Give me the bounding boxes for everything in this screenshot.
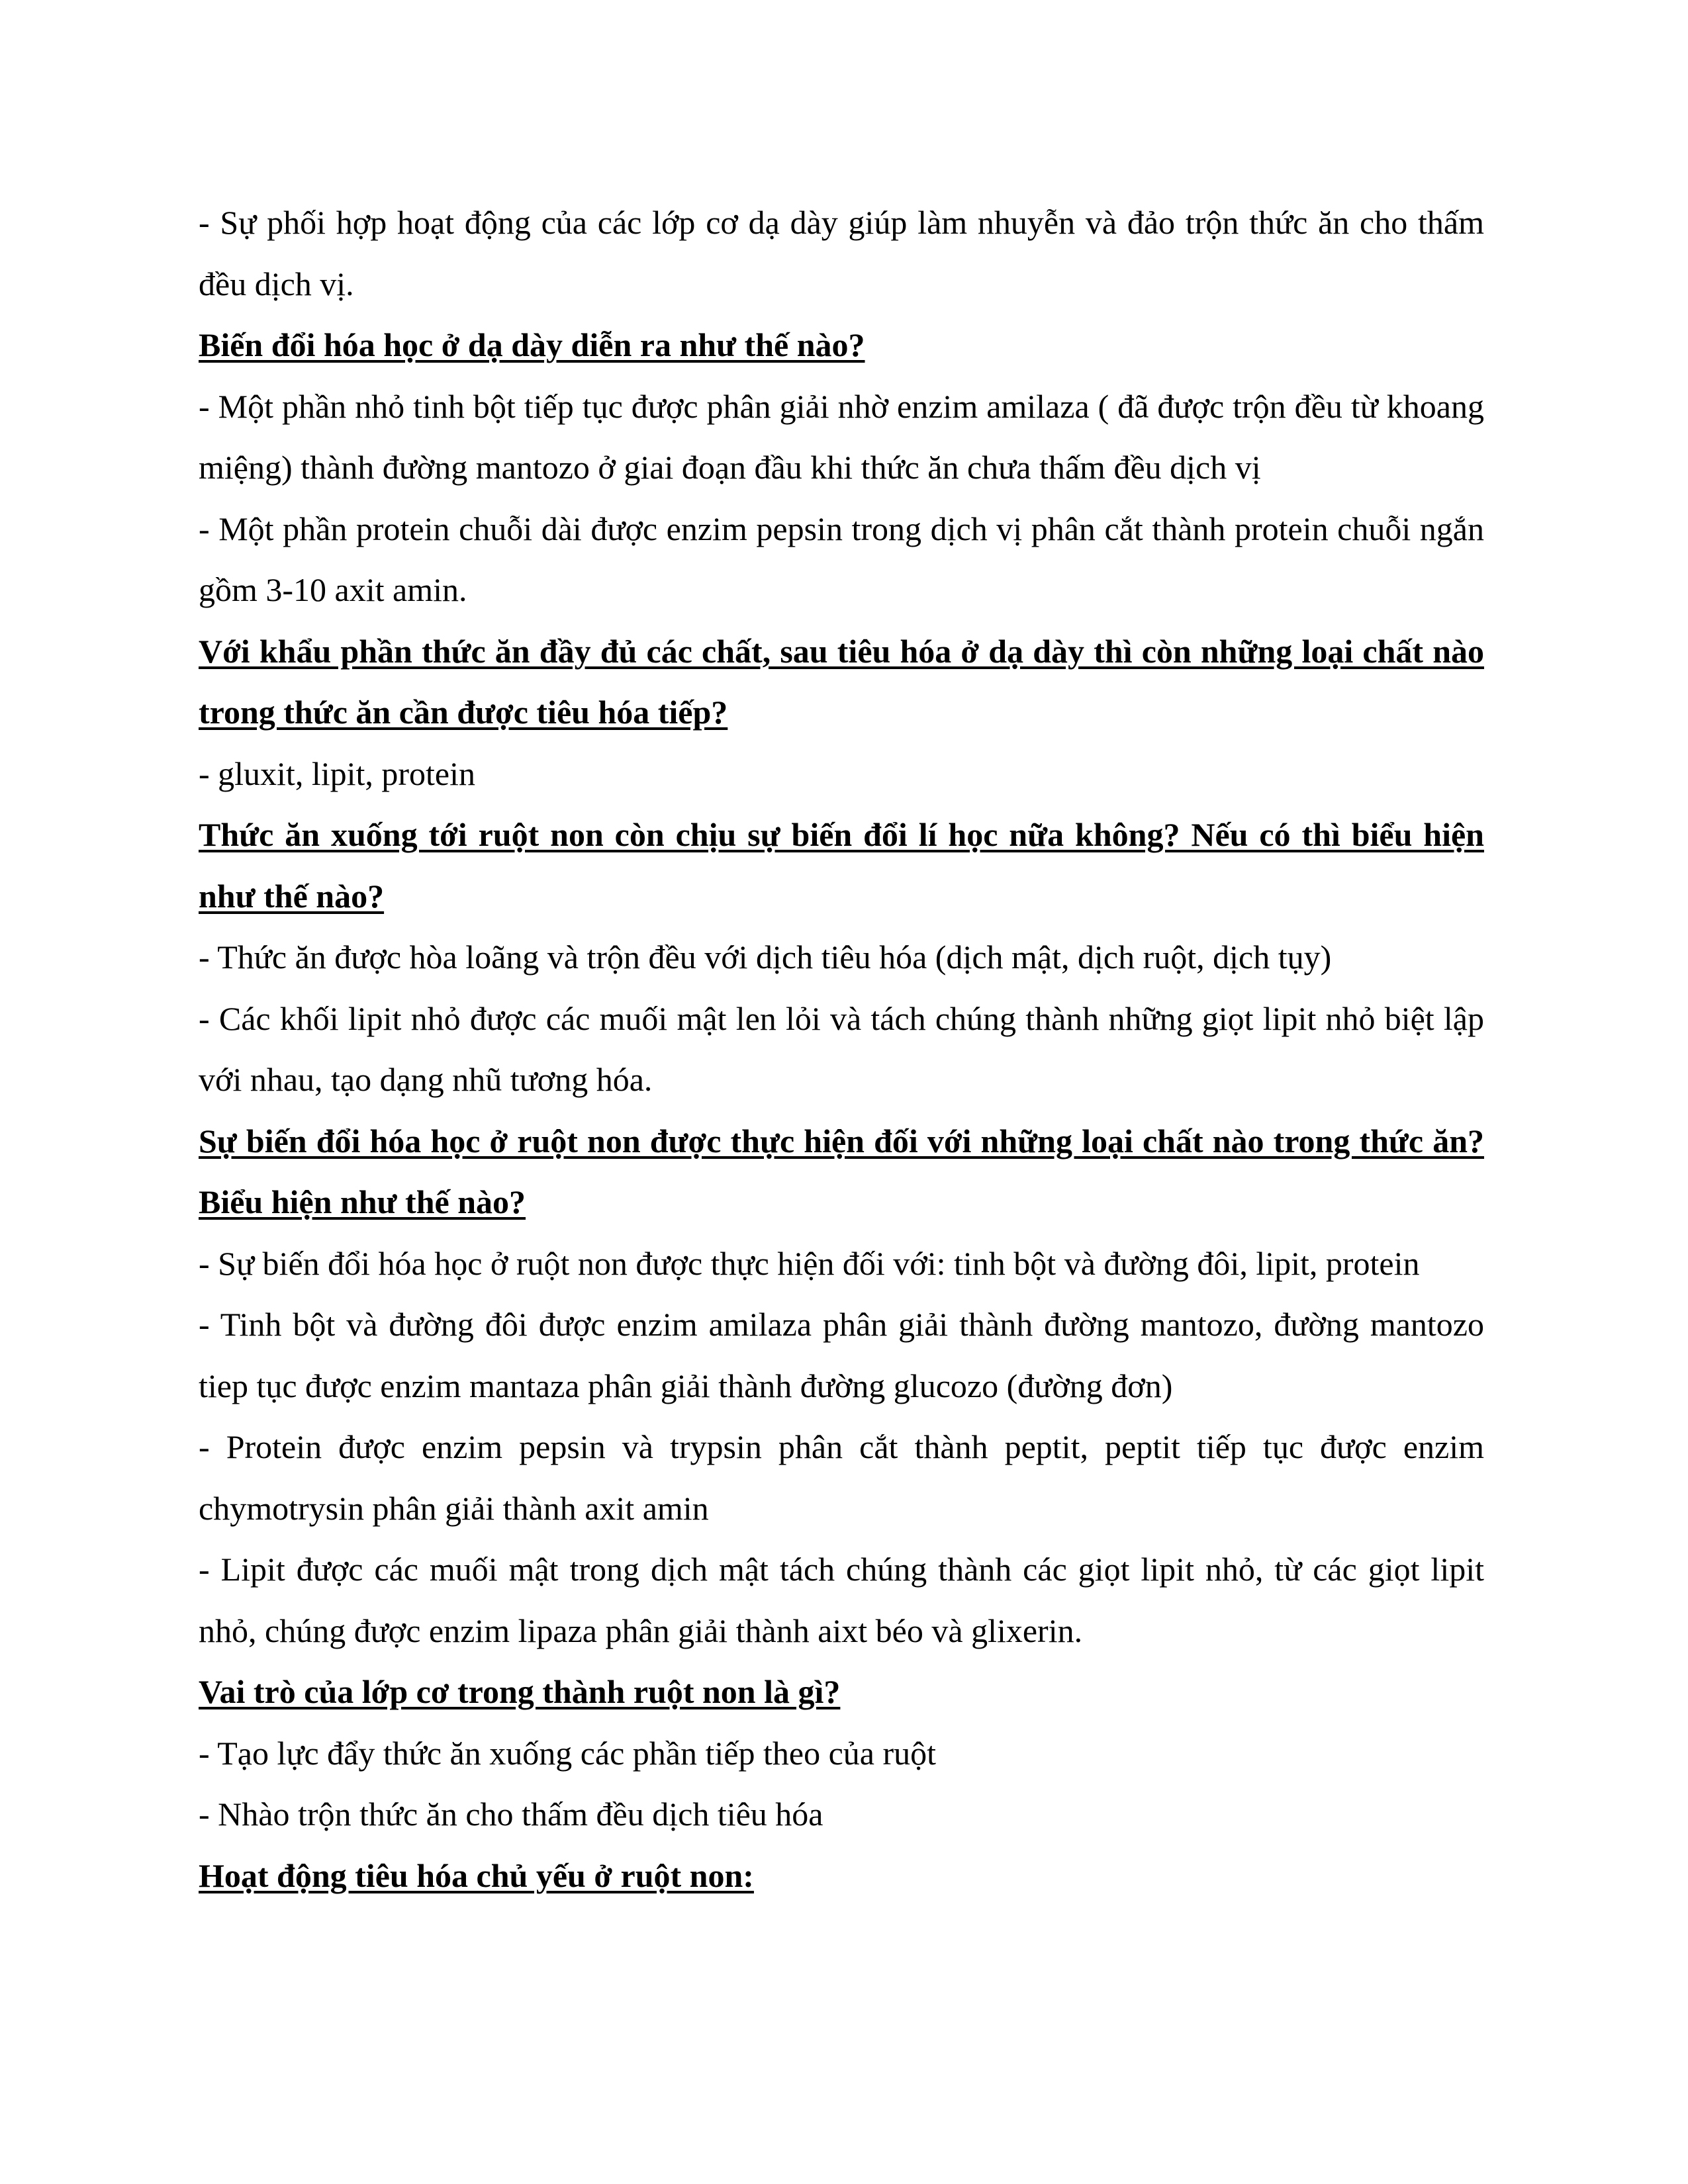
- paragraph-starch-digestion: - Tinh bột và đường đôi được enzim amilaza phân giải thành đường mantozo, đường mantozo tiep tục được enzim mantaza phân giải thành đường glucozo (đường đơn): [199, 1306, 1484, 1404]
- paragraph-food-dilution: - Thức ăn được hòa loãng và trộn đều với dịch tiêu hóa (dịch mật, dịch ruột, dịch tụy): [199, 938, 1332, 976]
- heading-stomach-chemical-change: Biến đổi hóa học ở dạ dày diễn ra như thế nào?: [199, 326, 865, 363]
- paragraph-lipid-digestion: - Lipit được các muối mật trong dịch mật tách chúng thành các giọt lipit nhỏ, từ các giọt lipit nhỏ, chúng được enzim lipaza phân giải thành aixt béo và glixerin.: [199, 1551, 1484, 1649]
- paragraph-mix-food: - Nhào trộn thức ăn cho thấm đều dịch tiêu hóa: [199, 1796, 823, 1833]
- document-page: [199, 192, 1484, 1906]
- paragraph-chemical-change-substances: - Sự biến đổi hóa học ở ruột non được thực hiện đối với: tinh bột và đường đôi, lipit, protein: [199, 1244, 1420, 1282]
- paragraph-remaining-nutrients-list: - gluxit, lipit, protein: [199, 754, 476, 792]
- paragraph-protein-pepsin: - Một phần protein chuỗi dài được enzim pepsin trong dịch vị phân cắt thành protein chuỗi ngắn gồm 3-10 axit amin.: [199, 510, 1484, 608]
- paragraph-lipid-emulsification: - Các khối lipit nhỏ được các muối mật len lỏi và tách chúng thành những giọt lipit nhỏ biệt lập với nhau, tạo dạng nhũ tương hóa.: [199, 999, 1484, 1098]
- paragraph-starch-amylase: - Một phần nhỏ tinh bột tiếp tục được phân giải nhờ enzim amilaza ( đã được trộn đều từ khoang miệng) thành đường mantozo ở giai đoạn đầu khi thức ăn chưa thấm đều dịch vị: [199, 387, 1484, 486]
- heading-small-intestine-physical-change: Thức ăn xuống tới ruột non còn chịu sự biến đổi lí học nữa không? Nếu có thì biểu hiện như thế nào?: [199, 816, 1484, 915]
- heading-main-digestion-small-intestine: Hoạt động tiêu hóa chủ yếu ở ruột non:: [199, 1856, 754, 1894]
- heading-small-intestine-chemical-change: Sự biến đổi hóa học ở ruột non được thực hiện đối với những loại chất nào trong thức ăn? Biểu hiện như thế nào?: [199, 1122, 1484, 1220]
- paragraph-protein-digestion: - Protein được enzim pepsin và trypsin phân cắt thành peptit, peptit tiếp tục được enzim chymotrysin phân giải thành axit amin: [199, 1428, 1484, 1527]
- heading-intestinal-muscle-role: Vai trò của lớp cơ trong thành ruột non là gì?: [199, 1673, 841, 1710]
- paragraph-push-food: - Tạo lực đẩy thức ăn xuống các phần tiếp theo của ruột: [199, 1734, 936, 1772]
- paragraph-stomach-muscle-coordination: - Sự phối hợp hoạt động của các lớp cơ dạ dày giúp làm nhuyễn và đảo trộn thức ăn cho thấm đều dịch vị.: [199, 204, 1484, 302]
- heading-remaining-nutrients: Với khẩu phần thức ăn đầy đủ các chất, sau tiêu hóa ở dạ dày thì còn những loại chất nào trong thức ăn cần được tiêu hóa tiếp?: [199, 632, 1484, 731]
